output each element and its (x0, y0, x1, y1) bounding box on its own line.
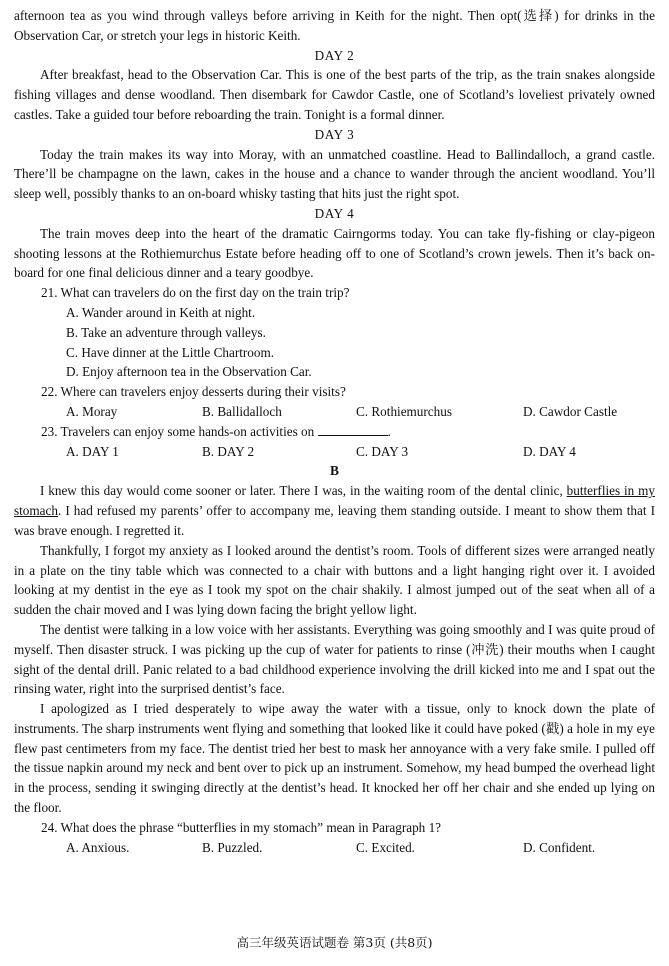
passage-a-intro: afternoon tea as you wind through valleys before arriving in Keith for the night. Then opt(选择) for drinks in the Observation Car, or stretch your legs in historic Keith. (14, 8, 655, 43)
question-23-stem-end: . (387, 423, 391, 439)
day-2-text: After breakfast, head to the Observation Car. This is one of the best parts of the trip, as the train snakes alongside fishing villages and dense woodland. Then disembark for Cawdor Castle, one of Scotland’s loveliest privately owned castles. Take a guided tour before reboarding the train. Tonight is a formal dinner. (14, 67, 655, 122)
p1-start: I knew this day would come sooner or later. There I was, in the waiting room of the dental clinic, (40, 483, 563, 499)
p1-end: . I had refused my parents’ offer to accompany me, leaving them standing outside. I meant to show them that I was brave enough. I regretted it. (14, 503, 655, 538)
day-3-heading: DAY 3 (314, 126, 355, 142)
question-24-option-c: C. Excited. (356, 839, 415, 855)
question-24-stem: 24. What does the phrase “butterflies in my stomach” mean in Paragraph 1? (41, 819, 442, 835)
passage-b-paragraph-2: Thankfully, I forgot my anxiety as I looked around the dentist’s room. Tools of different sizes were arranged neatly in a plate on the tiny table which was connected to a chair with buttons and a light hanging right over it. I avoided looking at my dentist in the eye as I took my spot on the chair shakily. I almost jumped out of the seat when all of a sudden the chair moved and I was lying down facing the bright yellow light. (14, 542, 655, 618)
question-21-option-d: D. Enjoy afternoon tea in the Observation Car. (66, 364, 312, 380)
day-4-heading: DAY 4 (314, 205, 355, 221)
exam-page (14, 6, 655, 857)
question-23-options (14, 442, 655, 462)
day-2-heading: DAY 2 (314, 47, 355, 63)
question-23-stem-line (14, 422, 655, 442)
question-22-option-c: C. Rothiemurchus (356, 403, 452, 419)
passage-b-paragraph-1 (14, 481, 655, 540)
question-23-option-d: D. DAY 4 (523, 443, 576, 459)
question-23-option-a: A. DAY 1 (66, 443, 119, 459)
question-24-option-a: A. Anxious. (66, 839, 130, 855)
answer-blank (318, 423, 388, 436)
question-23-option-b: B. DAY 2 (202, 443, 255, 459)
question-23-stem: 23. Travelers can enjoy some hands-on activities on (41, 423, 315, 439)
question-22-option-a: A. Moray (66, 403, 118, 419)
underlined-phrase: butterflies in my stomach (14, 483, 656, 519)
question-24-options (14, 838, 655, 858)
day-4-text: The train moves deep into the heart of the dramatic Cairngorms today. You can take fly-fishing or clay-pigeon shooting lessons at the Rothiemurchus Estate before heading off to one of Scotland’s crown jewels. Then it’s back on-board for one final delicious dinner and a teary goodbye. (14, 225, 655, 281)
page-footer: 高三年级英语试题卷 第3页 (共8页) (236, 935, 433, 950)
question-22-stem: 22. Where can travelers enjoy desserts during their visits? (41, 384, 346, 400)
question-24-option-b: B. Puzzled. (202, 839, 263, 855)
passage-b-paragraph-4: I apologized as I tried desperately to wipe away the water with a tissue, only to knock down the plate of instruments. The sharp instruments went flying and something that looked like it could have poked (戳) a hole in my eye flew past centimeters from my face. The dentist tried her best to mask her annoyance with a very fake smile. I pulled off the tissue napkin around my neck and bent over to pick up an instrument. Somehow, my head bumped the overhead light in the process, sending it swinging directly at the dentist’s head. It knocked her off her chair and she ended up lying on the floor. (14, 701, 655, 816)
passage-b-paragraph-3: The dentist were talking in a low voice with her assistants. Everything was going smoothly and I was quite proud of myself. Then disaster struck. I was picking up the cup of water for patients to rinse (冲洗) their mouths when I caught sight of the dental drill. Panic related to a bad childhood experience involving the drill kicked into me and I spat out the rinsing water, right into the surprised dentist’s face. (14, 621, 655, 697)
question-21-option-b: B. Take an adventure through valleys. (66, 324, 266, 340)
question-22-options (14, 402, 655, 422)
question-21-option-c: C. Have dinner at the Little Chartroom. (66, 344, 275, 360)
question-21-option-a: A. Wander around in Keith at night. (66, 304, 256, 320)
question-22-option-d: D. Cawdor Castle (523, 403, 618, 419)
section-b-label: B (330, 463, 339, 479)
question-22-option-b: B. Ballidalloch (202, 403, 282, 419)
day-3-text: Today the train makes its way into Moray, with an unmatched coastline. Head to Ballindalloch, a grand castle. There’ll be champagne on the lawn, cakes in the house and a chance to wander through the ancient woodland. You’ll sleep well, possibly thanks to an on-board whisky tasting that hits just the right spot. (14, 146, 655, 202)
question-24-option-d: D. Confident. (523, 839, 596, 855)
question-23-option-c: C. DAY 3 (356, 443, 409, 459)
question-21-stem: 21. What can travelers do on the first day on the train trip? (41, 285, 350, 301)
